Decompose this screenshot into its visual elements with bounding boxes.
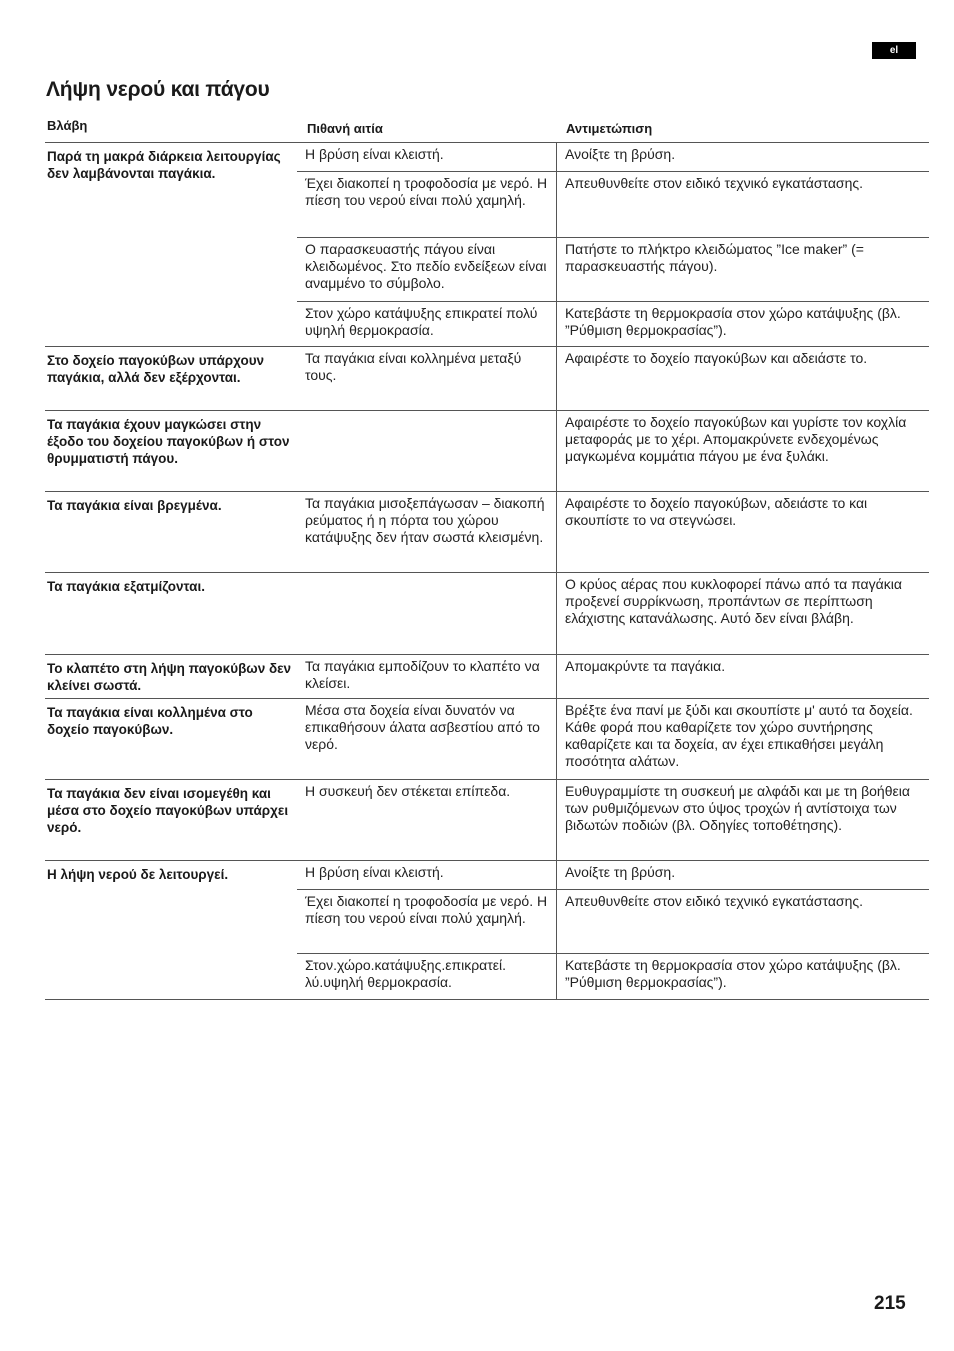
page-title: Λήψη νερού και πάγου bbox=[46, 78, 270, 101]
sub-row bbox=[297, 411, 929, 491]
table-row bbox=[45, 411, 929, 492]
fault-cell: Τα παγάκια δεν είναι ισομεγέθη και μέσα στο δοχείο παγοκύβων υπάρχει νερό. bbox=[47, 786, 289, 835]
header-cause: Πιθανή αιτία bbox=[307, 121, 383, 136]
sub-row bbox=[297, 237, 929, 301]
sub-row bbox=[297, 301, 929, 346]
remedy-cell: Ανοίξτε τη βρύση. bbox=[565, 146, 676, 162]
remedy-cell: Απομακρύντε τα παγάκια. bbox=[565, 658, 726, 674]
cause-cell: Η βρύση είναι κλειστή. bbox=[297, 861, 557, 889]
cause-cell: Έχει διακοπεί η τροφοδοσία με νερό. Η πίεση του νερού είναι πολύ χαμηλή. bbox=[297, 172, 557, 237]
table-header bbox=[45, 114, 929, 143]
table-row bbox=[45, 143, 929, 347]
remedy-cell: Αφαιρέστε το δοχείο παγοκύβων και γυρίστε τον κοχλία μεταφοράς με το χέρι. Απομακρύνετε ενδεχομένως μαγκωμένα κομμάτια πάγου με ένα ξυλάκι. bbox=[565, 414, 907, 464]
remedy-cell: Ο κρύος αέρας που κυκλοφορεί πάνω από τα παγάκια προξενεί συρρίκνωση, προπάντων σε περίπτωση ελάχιστης κατανάλωσης. Αυτό δεν είναι βλάβη. bbox=[565, 576, 902, 626]
remedy-cell: Ανοίξτε τη βρύση. bbox=[565, 864, 676, 880]
fault-cell: Τα παγάκια εξατμίζονται. bbox=[47, 579, 205, 594]
cause-cell: Στον.χώρο.κατάψυξης.επικρατεί. λύ.υψηλή θερμοκρασία. bbox=[297, 954, 557, 999]
cause-cell: Η βρύση είναι κλειστή. bbox=[297, 143, 557, 171]
remedy-cell: Βρέξτε ένα πανί με ξύδι και σκουπίστε μ' αυτό τα δοχεία. Κάθε φορά που καθαρίζετε τον χώρο συντήρησης καθαρίζετε και τα δοχεία, αν έχει επικαθήσει μεγάλη ποσότητα αλάτων. bbox=[565, 702, 913, 769]
fault-cell: Η λήψη νερού δε λειτουργεί. bbox=[47, 867, 229, 882]
sub-row bbox=[297, 861, 929, 889]
cause-cell: Η συσκευή δεν στέκεται επίπεδα. bbox=[297, 780, 557, 860]
sub-row bbox=[297, 655, 929, 698]
fault-cell: Το κλαπέτο στη λήψη παγοκύβων δεν κλείνει σωστά. bbox=[47, 661, 292, 693]
sub-row bbox=[297, 889, 929, 953]
table-row bbox=[45, 780, 929, 861]
cause-cell: Μέσα στα δοχεία είναι δυνατόν να επικαθήσουν άλατα ασβεστίου από το νερό. bbox=[297, 699, 557, 779]
cause-cell: Τα παγάκια είναι κολλημένα μεταξύ τους. bbox=[297, 347, 557, 410]
fault-cell: Στο δοχείο παγοκύβων υπάρχουν παγάκια, αλλά δεν εξέρχονται. bbox=[47, 353, 265, 385]
sub-row bbox=[297, 171, 929, 237]
table-row bbox=[45, 699, 929, 780]
cause-cell bbox=[297, 411, 557, 491]
sub-row bbox=[297, 953, 929, 999]
remedy-cell: Ευθυγραμμίστε τη συσκευή με αλφάδι και με τη βοήθεια των ρυθμιζόμενων στο ύψος τροχών ή αντίστοιχα των βιδωτών ποδιών (βλ. Οδηγίες τοποθέτησης). bbox=[565, 783, 910, 833]
sub-row bbox=[297, 780, 929, 860]
fault-cell: Τα παγάκια έχουν μαγκώσει στην έξοδο του δοχείου παγοκύβων ή στον θρυμματιστή πάγου. bbox=[47, 417, 290, 466]
cause-cell: Ο παρασκευαστής πάγου είναι κλειδωμένος. Στο πεδίο ενδείξεων είναι αναμμένο το σύμβολο. bbox=[297, 238, 557, 301]
page-number: 215 bbox=[874, 1293, 906, 1314]
sub-row bbox=[297, 347, 929, 410]
cause-cell: Τα παγάκια μισοξεπάγωσαν – διακοπή ρεύματος ή η πόρτα του χώρου κατάψυξης δεν ήταν σωστά κλεισμένη. bbox=[297, 492, 557, 572]
sub-row bbox=[297, 492, 929, 572]
cause-cell: Στον χώρο κατάψυξης επικρατεί πολύ υψηλή θερμοκρασία. bbox=[297, 302, 557, 346]
sub-row bbox=[297, 143, 929, 171]
sub-row bbox=[297, 699, 929, 779]
table-row bbox=[45, 347, 929, 411]
troubleshooting-table bbox=[45, 114, 929, 1000]
table-row bbox=[45, 655, 929, 699]
remedy-cell: Αφαιρέστε το δοχείο παγοκύβων και αδειάστε το. bbox=[565, 350, 868, 366]
cause-cell bbox=[297, 573, 557, 654]
table-body bbox=[45, 143, 929, 1000]
table-row bbox=[45, 861, 929, 1000]
fault-cell: Παρά τη μακρά διάρκεια λειτουργίας δεν λαμβάνονται παγάκια. bbox=[47, 149, 281, 181]
remedy-cell: Αφαιρέστε το δοχείο παγοκύβων, αδειάστε το και σκουπίστε το να στεγνώσει. bbox=[565, 495, 868, 528]
fault-cell: Τα παγάκια είναι κολλημένα στο δοχείο παγοκύβων. bbox=[47, 705, 253, 737]
remedy-cell: Πατήστε το πλήκτρο κλειδώματος ”Ice maker” (= παρασκευαστής πάγου). bbox=[565, 241, 864, 274]
sub-row bbox=[297, 573, 929, 654]
remedy-cell: Απευθυνθείτε στον ειδικό τεχνικό εγκατάστασης. bbox=[565, 893, 863, 909]
cause-cell: Τα παγάκια εμποδίζουν το κλαπέτο να κλείσει. bbox=[297, 655, 557, 698]
remedy-cell: Κατεβάστε τη θερμοκρασία στον χώρο κατάψυξης (βλ. ”Ρύθμιση θερμοκρασίας”). bbox=[565, 305, 901, 338]
language-badge: el bbox=[872, 42, 916, 59]
fault-cell: Τα παγάκια είναι βρεγμένα. bbox=[47, 498, 222, 513]
table-row bbox=[45, 573, 929, 655]
remedy-cell: Απευθυνθείτε στον ειδικό τεχνικό εγκατάστασης. bbox=[565, 175, 863, 191]
table-row bbox=[45, 492, 929, 573]
header-remedy: Αντιμετώπιση bbox=[566, 121, 653, 136]
cause-cell: Έχει διακοπεί η τροφοδοσία με νερό. Η πίεση του νερού είναι πολύ χαμηλή. bbox=[297, 890, 557, 953]
header-fault: Βλάβη bbox=[47, 118, 88, 133]
remedy-cell: Κατεβάστε τη θερμοκρασία στον χώρο κατάψυξης (βλ. ”Ρύθμιση θερμοκρασίας”). bbox=[565, 957, 901, 990]
